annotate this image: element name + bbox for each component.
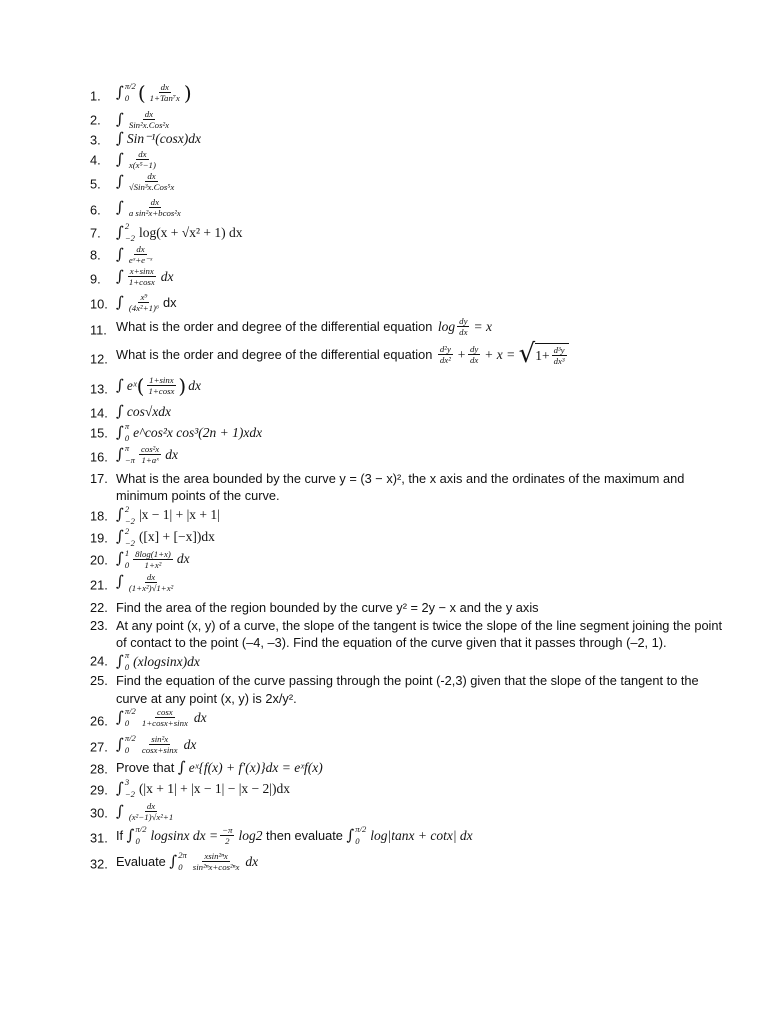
lower-limit: 0 [355, 836, 360, 847]
question-number: 21. [90, 576, 108, 592]
numerator: dy [459, 316, 468, 326]
question-body [116, 292, 177, 313]
integral-sign: ∫ [116, 171, 124, 190]
integral-sign: ∫ [116, 266, 124, 285]
integral-sign: ∫ [116, 444, 124, 463]
question-text: Find the area of the region bounded by the curve y² = 2y − x and the y axis [116, 599, 539, 615]
fraction [139, 444, 161, 465]
question-item [90, 801, 730, 825]
question-number: 20. [90, 552, 108, 568]
question-body [116, 444, 178, 465]
denominator: (1+x²)√1+x² [128, 582, 174, 593]
question-item [90, 505, 730, 527]
question-number: 17. [90, 471, 108, 486]
denominator: 1+cosx+sinx [141, 718, 188, 729]
question-number: 14. [90, 404, 108, 420]
integral-sign: ∫ [116, 652, 124, 671]
question-item [90, 707, 730, 734]
question-item [90, 825, 730, 851]
math-expression: (|x + 1| + |x − 1| − |x − 2|)dx [138, 780, 290, 796]
integral-sign: ∫ [116, 402, 124, 420]
numerator: sin²x [151, 734, 169, 745]
question-body [116, 825, 473, 846]
fraction [127, 572, 175, 593]
question-number: 18. [90, 507, 108, 523]
integral-limits [125, 651, 129, 672]
integral-limits [355, 825, 366, 846]
numerator: dx [146, 801, 156, 812]
fraction [191, 851, 242, 872]
math-expression: log [437, 318, 456, 334]
integral-sign: ∫ [116, 801, 124, 820]
integral-sign: ∫ [116, 505, 124, 524]
numerator: d²y [439, 344, 451, 354]
integral-limits [125, 707, 136, 728]
question-body [116, 759, 323, 776]
upper-limit: π [124, 650, 130, 661]
math-expression: dx [245, 853, 259, 869]
question-body [116, 316, 492, 337]
math-expression: + x = [484, 346, 519, 362]
fraction [133, 549, 173, 570]
numerator: −π [222, 825, 233, 836]
integral-limits [178, 851, 187, 872]
question-item [90, 527, 730, 549]
question-item [90, 617, 730, 652]
integral-sign: ∫ [116, 197, 124, 216]
question-body [116, 651, 200, 672]
question-number: 8. [90, 247, 101, 263]
question-text: then evaluate [262, 827, 347, 843]
question-number: 15. [90, 425, 108, 441]
integral-limits [125, 222, 135, 243]
question-item [90, 171, 730, 197]
question-body [116, 109, 173, 130]
question-number: 5. [90, 176, 101, 192]
fraction [127, 171, 176, 192]
question-item [90, 778, 730, 801]
parenthesis: ( [137, 80, 146, 105]
math-expression: dx [193, 709, 207, 725]
integral-sign: ∫ [346, 825, 355, 844]
question-body [116, 338, 569, 369]
lower-limit: −2 [124, 537, 135, 548]
fraction [127, 109, 171, 130]
question-item [90, 222, 730, 244]
radicand [535, 343, 568, 366]
denominator: x(x⁵−1) [128, 160, 156, 170]
question-list [90, 82, 730, 876]
numerator: dx [144, 109, 154, 119]
integral-limits [125, 527, 135, 548]
integral-limits [136, 825, 147, 846]
question-body [116, 734, 196, 755]
question-body [116, 572, 177, 593]
integral-limits [125, 549, 129, 570]
denominator: sin²ⁿx+cos²ⁿx [192, 862, 240, 873]
parenthesis: ( [136, 373, 145, 398]
integral-sign: ∫ [116, 778, 124, 797]
numerator: cosx [157, 707, 173, 718]
upper-limit: π/2 [355, 824, 367, 835]
integral-sign: ∫ [116, 222, 124, 241]
upper-limit: π/2 [135, 824, 147, 835]
question-number: 1. [90, 87, 101, 103]
question-number: 2. [90, 111, 101, 127]
question-body [116, 505, 220, 526]
upper-limit: π/2 [124, 81, 136, 91]
lower-limit: 0 [124, 745, 130, 756]
fraction [146, 375, 176, 396]
lower-limit: 0 [124, 433, 130, 443]
question-body [116, 375, 201, 396]
lower-limit: −2 [124, 233, 135, 243]
math-expression: dx [176, 551, 190, 567]
math-expression: eˣ [126, 377, 137, 393]
question-body [116, 801, 177, 822]
integral-sign: ∫ [126, 825, 135, 844]
fraction [140, 734, 180, 755]
fraction [438, 344, 453, 365]
denominator: dx [469, 355, 479, 365]
denominator: a sin²x+bcos²x [128, 208, 181, 218]
question-body [116, 171, 178, 192]
integral-sign: ∫ [116, 707, 124, 726]
integral-sign: ∫ [169, 851, 178, 870]
lower-limit: 0 [135, 836, 140, 847]
denominator: 1+aˣ [141, 455, 159, 465]
math-expression: log2 [238, 827, 263, 843]
question-number: 19. [90, 529, 108, 545]
question-text: If [116, 827, 127, 843]
fraction [220, 825, 234, 846]
question-number: 29. [90, 781, 108, 797]
parenthesis: ) [183, 80, 192, 105]
upper-limit: 1 [124, 547, 130, 558]
question-number: 23. [90, 617, 108, 633]
question-item [90, 403, 730, 422]
question-text: dx [163, 294, 177, 310]
integral-sign: ∫ [177, 758, 186, 777]
numerator: dx [150, 197, 159, 207]
question-number: 24. [90, 653, 108, 669]
upper-limit: 2 [124, 525, 130, 536]
numerator: dx [138, 149, 147, 159]
question-body [116, 527, 215, 548]
math-expression: ([x] + [−x])dx [138, 529, 215, 545]
question-text: What is the area bounded by the curve y = (3 − x)², the x axis and the ordinates of the maximum and minimum points of the curve. [116, 471, 685, 504]
question-number: 4. [90, 152, 101, 168]
denominator: 1+x² [144, 559, 162, 570]
fraction [468, 344, 480, 365]
lower-limit: 0 [124, 93, 130, 103]
question-number: 7. [90, 225, 101, 241]
question-item [90, 197, 730, 222]
question-item [90, 422, 730, 444]
denominator: cosx+sinx [141, 745, 178, 756]
math-expression: dx [160, 268, 174, 284]
question-item [90, 82, 730, 109]
numerator: x+sinx [129, 266, 154, 276]
fraction [127, 292, 161, 313]
denominator: dx² [439, 355, 451, 365]
numerator: x⁹ [140, 292, 148, 302]
integral-limits [125, 505, 135, 526]
question-number: 31. [90, 830, 108, 846]
integral-sign: ∫ [116, 572, 124, 591]
math-expression: Sin⁻¹(cosx)dx [126, 131, 201, 146]
question-number: 26. [90, 712, 108, 728]
denominator: 1+Tan⁷x [149, 93, 180, 103]
fraction [127, 266, 157, 287]
question-number: 28. [90, 760, 108, 776]
question-body [116, 778, 290, 799]
math-expression: e^cos²x cos³(2n + 1)xdx [133, 424, 263, 440]
radical-sign: √ [518, 338, 536, 369]
fraction [148, 82, 182, 103]
numerator: d³y [553, 345, 565, 355]
lower-limit: 0 [124, 559, 130, 570]
fraction [127, 149, 158, 170]
integral-sign: ∫ [116, 149, 124, 168]
integral-limits [125, 778, 135, 799]
question-number: 25. [90, 673, 108, 689]
upper-limit: π [124, 421, 130, 431]
math-expression: log(x + √x² + 1) dx [138, 224, 243, 240]
math-expression: dx [183, 736, 197, 752]
question-body [116, 470, 730, 505]
numerator: 8log(1+x) [135, 548, 171, 559]
integral-sign: ∫ [116, 527, 124, 546]
upper-limit: π/2 [124, 706, 136, 717]
question-item [90, 266, 730, 292]
question-item [90, 375, 730, 403]
question-body [116, 851, 258, 872]
question-body [116, 222, 243, 243]
lower-limit: −π [124, 455, 135, 465]
denominator: (x²−1)√x²+1 [128, 812, 174, 823]
denominator: dx³ [553, 356, 565, 366]
question-body [116, 422, 262, 443]
lower-limit: −2 [124, 789, 135, 800]
integral-limits [125, 444, 135, 465]
numerator: xsin²ⁿx [204, 851, 228, 862]
numerator: dx [147, 171, 156, 181]
question-body [116, 82, 192, 103]
question-body [116, 617, 730, 652]
denominator: (4x²+1)⁶ [128, 303, 160, 313]
question-text: What is the order and degree of the differential equation [116, 318, 436, 334]
integral-sign: ∫ [116, 375, 124, 394]
integral-limits [125, 82, 136, 103]
integral-limits [125, 734, 136, 755]
upper-limit: 2 [124, 503, 130, 514]
question-item [90, 549, 730, 572]
question-body [116, 672, 730, 707]
question-item [90, 149, 730, 171]
question-item [90, 338, 730, 375]
denominator: 1+cosx [148, 386, 175, 396]
question-text: What is the order and degree of the differential equation [116, 346, 436, 362]
question-body [116, 244, 156, 265]
question-number: 3. [90, 131, 101, 147]
integral-sign: ∫ [116, 549, 124, 568]
question-body [116, 403, 171, 420]
math-expression: |x − 1| + |x + 1| [138, 507, 220, 523]
question-number: 10. [90, 296, 108, 312]
fraction [140, 707, 190, 728]
question-item [90, 130, 730, 149]
math-expression: dx [165, 446, 178, 462]
question-number: 27. [90, 738, 108, 754]
numerator: dx [136, 244, 145, 254]
upper-limit: 3 [124, 777, 130, 788]
integral-sign: ∫ [116, 292, 124, 311]
question-item [90, 759, 730, 778]
question-number: 32. [90, 855, 108, 871]
question-body [116, 549, 190, 570]
question-number: 22. [90, 599, 108, 615]
parenthesis: ) [178, 373, 187, 398]
denominator: 1+cosx [128, 277, 155, 287]
lower-limit: 0 [124, 662, 130, 673]
question-body [116, 599, 730, 616]
question-item [90, 470, 730, 505]
question-item [90, 599, 730, 616]
question-item [90, 444, 730, 469]
lower-limit: 0 [124, 718, 130, 729]
question-number: 13. [90, 381, 108, 397]
integral-sign: ∫ [116, 109, 124, 128]
denominator: Sin²x.Cos²x [128, 120, 170, 130]
math-expression: cos√xdx [126, 404, 171, 419]
math-expression: (xlogsinx)dx [133, 654, 200, 670]
math-expression: eˣ{f(x) + f′(x)}dx = eˣf(x) [188, 760, 323, 776]
numerator: dx [160, 82, 169, 92]
math-expression: log|tanx + cotx| dx [370, 827, 473, 843]
math-expression: + [456, 346, 466, 362]
upper-limit: π [124, 443, 130, 453]
question-body [116, 266, 174, 287]
question-number: 6. [90, 201, 101, 217]
denominator: eˣ+e⁻ˣ [128, 255, 153, 265]
denominator: dx [459, 327, 468, 337]
numerator: 1+sinx [149, 375, 174, 385]
question-number: 11. [90, 321, 107, 337]
integral-sign: ∫ [116, 129, 124, 147]
upper-limit: 2π [178, 850, 187, 861]
question-item [90, 316, 730, 343]
question-item [90, 672, 730, 707]
integral-sign: ∫ [116, 244, 124, 263]
fraction [127, 244, 154, 265]
numerator: dx [146, 571, 156, 582]
question-body [116, 197, 185, 218]
question-number: 30. [90, 805, 108, 821]
question-number: 12. [90, 351, 108, 367]
lower-limit: −2 [124, 515, 135, 526]
integral-sign: ∫ [116, 82, 124, 101]
question-item [90, 572, 730, 598]
math-expression: logsinx dx = [150, 827, 219, 843]
denominator: 2 [225, 836, 230, 847]
question-body [116, 130, 201, 147]
radicand-prefix: 1+ [535, 347, 550, 363]
question-item [90, 292, 730, 316]
integral-sign: ∫ [116, 422, 124, 441]
math-expression: dx [188, 377, 201, 393]
fraction [552, 345, 567, 366]
denominator: √Sin³x.Cos⁵x [128, 182, 175, 192]
question-text: At any point (x, y) of a curve, the slope of the tangent is twice the slope of the line segment joining the point of contact to the point (–4, –3). Find the equation of the curve given that it passes through (–2, 1). [116, 617, 723, 651]
integral-sign: ∫ [116, 734, 124, 753]
question-number: 16. [90, 448, 108, 464]
question-item [90, 651, 730, 671]
question-text: Prove that [116, 760, 178, 776]
question-body [116, 707, 207, 728]
question-body [116, 149, 160, 170]
lower-limit: 0 [178, 862, 183, 873]
question-item [90, 851, 730, 876]
question-item [90, 109, 730, 130]
fraction [127, 197, 183, 218]
numerator: dy [469, 344, 479, 354]
question-number: 9. [90, 271, 101, 287]
integral-limits [125, 422, 129, 443]
fraction [127, 801, 175, 822]
upper-limit: 2 [124, 221, 130, 231]
numerator: cos²x [140, 444, 160, 454]
upper-limit: π/2 [124, 733, 136, 744]
question-text: Evaluate [116, 853, 170, 869]
question-text: Find the equation of the curve passing through the point (-2,3) given that the slope of the tangent to the curve at any point (x, y) is 2x/y². [116, 673, 699, 706]
question-item [90, 244, 730, 266]
math-expression: = x [473, 318, 492, 334]
question-item [90, 734, 730, 759]
fraction [457, 316, 469, 337]
